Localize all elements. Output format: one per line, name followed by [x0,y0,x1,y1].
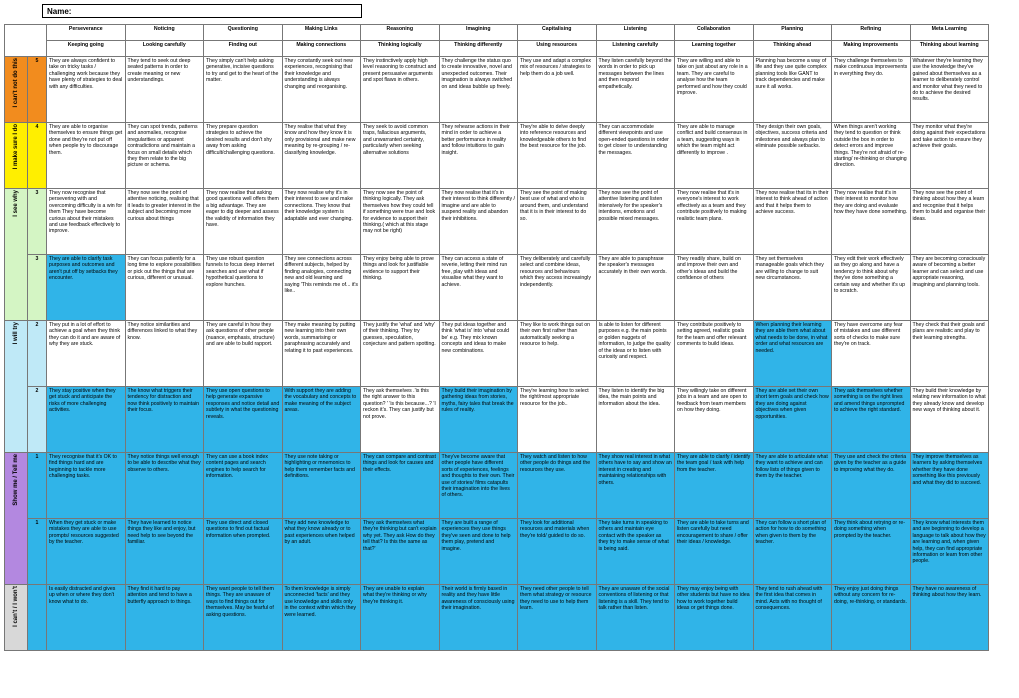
grid-cell: They need other people to tell them what strategy or resource they need to use to help them learn. [518,585,597,651]
grid-cell: Planning has become a way of life and they use quite complex planning tools like GANT to track dependencies and make sure it all works. [753,57,832,123]
grid-cell: They have learned to notice things they like and enjoy, but need help to see beyond the familiar. [125,519,204,585]
grid-cell: They monitor what they're doing against their expectations and take action to ensure they achieve their goals. [910,123,989,189]
band-label-text: I make sure I do [12,124,19,170]
skill-header: Meta Learning [910,25,989,41]
skill-subheader: Using resources [518,41,597,57]
grid-cell: They simply can't help asking generative, incisive questions to try and get to the heart of the matter. [204,57,283,123]
grid-cell: They build their imagination by gathering ideas from stories, myths, fairy tales that break the rules of reality. [439,387,518,453]
skill-subheader: Finding out [204,41,283,57]
grid-cell: They rehearse actions in their mind in order to achieve a better performance in reality and follow intuitions to gain insight. [439,123,518,189]
grid-cell: They're learning how to select the right/most appropriate resource for the job.. [518,387,597,453]
grid-cell: They now see the point of thinking about how they a learn and recognise that it helps them to build and organise their ideas. [910,189,989,255]
grid-cell: They tend to seek out deep seated patterns in order to create meaning or new understandings. [125,57,204,123]
band-label [5,321,28,453]
band-label [5,453,28,585]
grid-cell: They seek to avoid common traps, fallacious arguments, and unwarranted certainty, particularly when seeking alternative solutions [361,123,440,189]
grid-cell: They find it hard to pay attention and tend to have a butterfly approach to things. [125,585,204,651]
level-number: 4 [28,123,47,189]
grid-cell: They have no awareness of thinking about how they learn. [910,585,989,651]
grid-cell: They've become aware that other people have different sorts of experiences, feelings and thoughts to their own. Their use of stories/ films catapults their imagination into the lives of others. [439,453,518,519]
grid-cell: They're able to delve deeply into reference resources and knowledgeable others to find the best resource for the job. [518,123,597,189]
grid-cell: The know what triggers their tendency for distraction and now think positively to maintain their focus. [125,387,204,453]
header-blank [5,25,47,57]
level-number: 2 [28,321,47,387]
grid-cell: They are able to take turns and listen carefully but need encouragement to share / offer their ideas / knowledge. [675,519,754,585]
grid-cell: They use open questions to help generate expansive responses and notice detail and subtlety in what the questioning reveals. [204,387,283,453]
level-number: 3 [28,255,47,321]
grid-cell: They listen carefully beyond the words in order to pick up messages between the lines and then respond empathetically. [596,57,675,123]
grid-cell: They improve themselves as learners by asking themselves whether they have done something like this previously and what they did to succeed. [910,453,989,519]
grid-cell: They enjoy just doing things without any concern for re-doing, re-thinking, or standards. [832,585,911,651]
subskill-header-row [5,41,989,57]
band-label [5,123,28,189]
grid-cell: They are becoming consciously aware of becoming a better learner and can select and use appropriate reasoning, imagining and planning tools. [910,255,989,321]
band-label-text: I see why [12,190,19,217]
grid-cell: They constantly seek out new experiences, recognising that their knowledge and understanding is always changing and reorganising. [282,57,361,123]
grid-cell: They are built a range of experiences they use things they've seen and done to help them play, pretend and imagine. [439,519,518,585]
skill-subheader: Thinking about learning [910,41,989,57]
name-row [0,0,1019,24]
grid-cell: They set themselves manageable goals which they are willing to change to suit new circumstances. [753,255,832,321]
grid-cell: They now see the point of attentive noticing, realising that it leads to greater interest in the subject and becoming more curious about things [125,189,204,255]
skill-header-row [5,25,989,41]
grid-cell: They enjoy being able to prove things and look for justifiable evidence to support their thinking. [361,255,440,321]
skill-header: Refining [832,25,911,41]
grid-cell: They can compare and contrast things and look for causes and their effects. [361,453,440,519]
grid-cell: Is able to listen for different purposes e.g. the main points or golden nuggets of information, to judge the quality of the ideas or to listen with curiosity and respect. [596,321,675,387]
grid-cell: They now realise that it's in their interest to think differently / imagine and are able to suspend reality and abandon their inhibitions. [439,189,518,255]
skill-header: Perseverance [47,25,126,41]
grid-cell: With support they are adding the vocabulary and concepts to make meaning of the subject areas. [282,387,361,453]
grid-cell: They justify the 'what' and 'why' of their thinking. They try guesses, speculation, conjecture and pattern spotting. [361,321,440,387]
band-label-text: I can't / I won't [12,586,19,627]
band-label-text: Show me / Tell me [12,454,19,506]
grid-cell: They use and check the criteria given by the teacher as a guide to improving what they do. [832,453,911,519]
grid-cell: They can access a state of reverie, letting their mind run free, play with ideas and visualise what they want to achieve. [439,255,518,321]
learning-grid [4,24,989,651]
grid-cell: They realise that what they know and how they know it is only provisional and make new meaning by re-grouping / re-classifying knowledge. [282,123,361,189]
grid-cell: To them knowledge is simply unconnected 'facts' and they use knowledge and skills only in the context within which they were learned. [282,585,361,651]
grid-cell: They are able to clarify task purposes and outcomes and aren't put off by setbacks they encounter. [47,255,126,321]
grid-cell: Their world is firmly based in reality and they have little awareness of consciously using their imagination. [439,585,518,651]
skill-header: Reasoning [361,25,440,41]
skill-subheader: Listening carefully [596,41,675,57]
grid-row [5,123,989,189]
grid-cell: They make meaning by putting new learning into their own words, summarising or paraphrasing accurately and relating it to past experiences. [282,321,361,387]
grid-row [5,585,989,651]
grid-row [5,321,989,387]
level-number: 1 [28,519,47,585]
grid-row [5,189,989,255]
grid-cell: When planning their learning they are able them what about what needs to be done, in what order and what resources are needed. [753,321,832,387]
grid-cell: They now realise that its in their interest to think ahead of action and that it helps them to achieve success. [753,189,832,255]
skill-header: Making Links [282,25,361,41]
grid-cell: They now realise that it's in everyone's interest to work effectively as a team and they contribute positively to making realistic team plans. [675,189,754,255]
grid-cell: They want people to tell them things. They are unaware of ways to find things out for themselves. May be fearful of asking questions. [204,585,283,651]
level-number: 1 [28,453,47,519]
band-label-text: I will try [12,322,19,345]
grid-cell: They see connections across different subjects, helped by finding analogies, connecting new and old learning and saying 'This reminds me of... it's like.. [282,255,361,321]
skill-subheader: Thinking logically [361,41,440,57]
grid-cell: When things aren't working they tend to question or think outside the box in order to detect errors and improve things. They're not afraid of re-starting/ re-thinking or changing direction. [832,123,911,189]
grid-cell: They instinctively apply high level reasoning to construct and present persuasive arguments and spot flaws in others. [361,57,440,123]
grid-cell: They are unable to explain what they're thinking or why they're thinking it. [361,585,440,651]
grid-cell: They now see the point of attentive listening and listen intensively for the speaker's intentions, emotions and possible mixed messages. [596,189,675,255]
grid-cell: They readily share, build on and improve their own and other's ideas and build the confidence of others [675,255,754,321]
band-label [5,189,28,321]
band-label [5,57,28,123]
skill-subheader: Thinking differently [439,41,518,57]
grid-cell: They now realise that asking good questions well offers them a big advantage. They are eager to dig deeper and assess the validity of information they have. [204,189,283,255]
grid-cell: They are careful in how they ask questions of other people (nuance, emphasis, structure) and are able to build rapport. [204,321,283,387]
grid-cell: They look for additional resources and materials when they're told/ guided to do so. [518,519,597,585]
skill-subheader: Making connections [282,41,361,57]
grid-cell: They now realise that it's in their interest to monitor how they are doing and evaluate how they have done something. [832,189,911,255]
grid-cell: They watch and listen to how other people do things and the resources they use. [518,453,597,519]
level-number [28,585,47,651]
grid-cell: They build their knowledge by relating new information to what they already know and develop new ways of thinking about it. [910,387,989,453]
grid-cell: Is easily distracted and gives up when or where they don't know what to do. [47,585,126,651]
grid-cell: Whatever they're learning they use the knowledge they've gained about themselves as a learner to deliberately control and monitor what they need to do to achieve the desired results. [910,57,989,123]
grid-row [5,57,989,123]
grid-cell: They now recognise that persevering with and overcoming difficulty is a win for them They have become curious about their mistakes and use feedback effectively to improve. [47,189,126,255]
skill-header: Questioning [204,25,283,41]
grid-cell: They are able to manage conflict and build consensus in a team, suggesting ways in which the team might act differently to improve . [675,123,754,189]
grid-cell: They contribute positively to setting agreed, realistic goals for the team and offer relevant comments to build ideas. [675,321,754,387]
level-number: 3 [28,189,47,255]
grid-cell: They can focus patiently for a long time to explore possibilities or pick out the things that are curious, different or unusual. [125,255,204,321]
grid-cell: They see the point of making best use of what and who is around them, and understand that it is in their interest to do so. [518,189,597,255]
grid-cell: They stay positive when they get stuck and anticipate the risks of more challenging activities. [47,387,126,453]
name-label: Name: [47,7,72,16]
grid-cell: They are able to clarify / identify the team goal / task with help from the teacher. [675,453,754,519]
name-field[interactable] [42,4,362,18]
grid-cell: They are always confident to take on tricky tasks / challenging work because they have plenty of strategies to deal with any difficulties. [47,57,126,123]
grid-cell: They ask themselves what they're thinking but can't explain why yet. They ask How do they tell that? Is this the same as that?' [361,519,440,585]
grid-cell: They tend to rush ahead with the first idea that comes in mind. Acts with no thought of consequences. [753,585,832,651]
grid-cell: They notice similarities and differences linked to what they know. [125,321,204,387]
grid-cell: They edit their work effectively as they go along and have a tendency to think about why they've done something a certain way and whether it's up to scratch. [832,255,911,321]
grid-cell: They take turns in speaking to others and maintain eye contact with the speaker as they try to make sense of what is being said. [596,519,675,585]
grid-cell: They are able to paraphrase the speaker's messages accurately in their own words. [596,255,675,321]
grid-cell: They challenge themselves to make continuous improvements in everything they do. [832,57,911,123]
grid-cell: They like to work things out on their own first rather than automatically seeking a resource to help. [518,321,597,387]
band-label-text: I can't not do this [12,58,19,108]
skill-header: Capitalising [518,25,597,41]
grid-cell: They recognise that it's OK to find things hard and are beginning to tackle more challenging tasks. [47,453,126,519]
grid-cell: They can use a book index content pages and search engines to help search for information. [204,453,283,519]
grid-cell: They can spot trends, patterns and anomalies, recognise irregularities or apparent contradictions and maintain a focus on small details which they then relate to the big picture or schema. [125,123,204,189]
skill-header: Planning [753,25,832,41]
grid-row [5,387,989,453]
grid-row [5,255,989,321]
grid-cell: They design their own goals, objectives, success criteria and milestones and always plan to eliminate possible setbacks. [753,123,832,189]
grid-cell: They deliberately and carefully select and combine ideas, resources and behaviours which they access increasingly independently. [518,255,597,321]
skill-subheader: Making improvements [832,41,911,57]
grid-cell: They use direct and closed questions to find out factual information when prompted. [204,519,283,585]
grid-cell: They now realise why it's in their interest to see and make connections. They know that their knowledge system is adaptable and ever changing. [282,189,361,255]
grid-cell: They can follow a short plan of action for how to do something when given to them by the teacher. [753,519,832,585]
grid-cell: They know what interests them and are beginning to develop a language to talk about how they are learning and, when given help, they can find appropriate information or learn from other people. [910,519,989,585]
grid-row [5,519,989,585]
skill-subheader: Looking carefully [125,41,204,57]
grid-cell: They use robust question funnels to focus deep internet searches and use what if hypothetical questions to explore hunches. [204,255,283,321]
grid-cell: They now see the point of thinking logically. They ask themselves how they could tell if something were true and look for evidence to support their thinking.( which at this stage may not be right) [361,189,440,255]
grid-cell: They put ideas together and think 'what is' into 'what could be' e.g. They mix known concepts and ideas to make new combinations. [439,321,518,387]
grid-cell: They think about retrying or re-doing something when prompted by the teacher. [832,519,911,585]
level-number: 5 [28,57,47,123]
grid-cell: They are unaware of the social conventions of listening or that listening is a skill. They tend to talk rather than listen. [596,585,675,651]
grid-cell: They have overcome any fear of mistakes and use different sorts of checks to make sure they're on track. [832,321,911,387]
grid-cell: They are able to articulate what they want to achieve and can follow lists of things given to them by the teacher. [753,453,832,519]
grid-cell: They prepare question strategies to achieve the desired results and don't shy away from asking difficult/challenging questions. [204,123,283,189]
band-label [5,585,28,651]
grid-cell: They use and adapt a complex mix of resources / strategies to help them do a job well. [518,57,597,123]
skill-header: Listening [596,25,675,41]
grid-cell: When they get stuck or make mistakes they are able to use prompts/ resources suggested by the teacher. [47,519,126,585]
skill-header: Collaboration [675,25,754,41]
grid-cell: They are willing and able to take on just about any role in a team. They are careful to analyse how the team performed and how they could improve. [675,57,754,123]
grid-cell: They add new knowledge to what they know already or to past experiences when helped by an adult. [282,519,361,585]
skill-subheader: Thinking ahead [753,41,832,57]
skill-subheader: Keeping going [47,41,126,57]
grid-cell: They ask themselves .'is this the right answer to this question? ' 'is this because...? 'I reckon it's. They can justify but not prove. [361,387,440,453]
skill-header: Imagining [439,25,518,41]
grid-cell: They listen to identify the big idea, the main points and information about the idea. [596,387,675,453]
level-number: 2 [28,387,47,453]
grid-cell: They can accommodate different viewpoints and use open-ended questions in order to get closer to understanding the messages. [596,123,675,189]
grid-cell: They challenge the status quo to create innovative, novel and unexpected outcomes. Their imagination is always switched on and ideas bubble up freely. [439,57,518,123]
grid-cell: They check that their goals and plans are realistic and play to their learning strengths. [910,321,989,387]
grid-cell: They show real interest in what others have to say and show an interest in creating and maintaining relationships with others. [596,453,675,519]
grid-row [5,453,989,519]
grid-cell: They use note taking or highlighting or mnemonics to help them remember facts and definitions. [282,453,361,519]
grid-cell: They are able to organise themselves to ensure things get done and they're not put off when people try to discourage them. [47,123,126,189]
grid-cell: They are able set their own short term goals and check how they are doing against objectives when given opportunities. [753,387,832,453]
grid-cell: They may enjoy being with other students but have no idea how to work together build ideas or get things done. [675,585,754,651]
grid-cell: They notice things well enough to be able to describe what they observe to others. [125,453,204,519]
grid-cell: They ask themselves whether something is on the right lines and amend things unprompted to achieve the right standard. [832,387,911,453]
skill-header: Noticing [125,25,204,41]
skill-subheader: Learning together [675,41,754,57]
grid-cell: They put in a lot of effort to achieve a goal when they think they can do it and are aware of why they are stuck. [47,321,126,387]
grid-cell: They willingly take on different jobs in a team and are open to feedback from team members on how they doing. [675,387,754,453]
